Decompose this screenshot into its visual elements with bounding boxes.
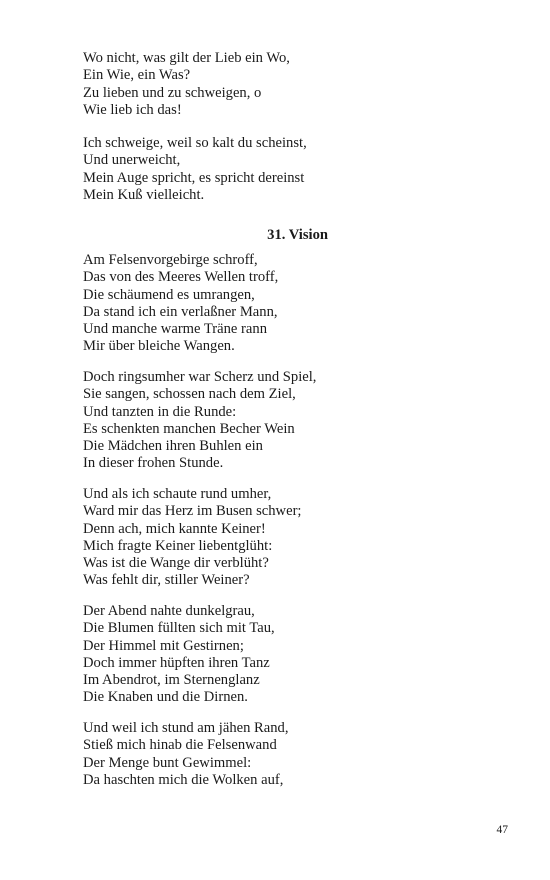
verse-line: Was fehlt dir, stiller Weiner? [83, 572, 250, 589]
verse-line: Doch ringsumher war Scherz und Spiel, [83, 369, 317, 385]
verse-line: Mein Auge spricht, es spricht dereinst [83, 169, 305, 186]
verse-line: Was ist die Wange dir verblüht? [83, 555, 269, 572]
stanza-4 [83, 603, 463, 707]
verse-line: Wo nicht, was gilt der Lieb ein Wo, [83, 50, 290, 66]
verse-line: Die Knaben und die Dirnen. [83, 689, 248, 706]
verse-line: Sie sangen, schossen nach dem Ziel, [83, 386, 296, 403]
verse-line: Und als ich schaute rund umher, [83, 486, 272, 502]
verse-line: Und weil ich stund am jähen Rand, [83, 720, 289, 736]
verse-line: Denn ach, mich kannte Keiner! [83, 520, 266, 537]
stanza-1 [83, 252, 463, 356]
verse-line: Und manche warme Träne rann [83, 321, 267, 338]
verse-line: Mir über bleiche Wangen. [83, 338, 235, 355]
stanza-2 [83, 369, 463, 473]
verse-line: In dieser frohen Stunde. [83, 455, 224, 472]
verse-line: Mich fragte Keiner liebentglüht: [83, 537, 273, 554]
verse-line: Ward mir das Herz im Busen schwer; [83, 503, 302, 520]
verse-line: Am Felsenvorgebirge schroff, [83, 252, 258, 268]
verse-line: Es schenkten manchen Becher Wein [83, 420, 295, 437]
stanza-prev-1 [83, 50, 463, 119]
verse-line: Die Mädchen ihren Buhlen ein [83, 438, 263, 455]
verse-line: Der Himmel mit Gestirnen; [83, 637, 244, 654]
verse-line: Stieß mich hinab die Felsenwand [83, 737, 277, 754]
stanza-prev-2 [83, 135, 463, 204]
stanza-5 [83, 720, 463, 789]
page-number: 47 [496, 824, 508, 836]
verse-line: Ein Wie, ein Was? [83, 67, 191, 84]
verse-line: Das von des Meeres Wellen troff, [83, 269, 279, 286]
verse-line: Ich schweige, weil so kalt du scheinst, [83, 135, 307, 151]
verse-line: Die schäumend es umrangen, [83, 286, 255, 303]
verse-line: Wie lieb ich das! [83, 101, 182, 118]
verse-line: Der Abend nahte dunkelgrau, [83, 603, 255, 619]
stanza-3 [83, 486, 463, 590]
verse-line: Doch immer hüpften ihren Tanz [83, 654, 270, 671]
verse-line: Zu lieben und zu schweigen, o [83, 84, 262, 101]
verse-line: Im Abendrot, im Sternenglanz [83, 672, 260, 689]
verse-line: Der Menge bunt Gewimmel: [83, 754, 252, 771]
verse-line: Die Blumen füllten sich mit Tau, [83, 620, 275, 637]
verse-line: Und tanzten in die Runde: [83, 403, 237, 420]
verse-line: Da stand ich ein verlaßner Mann, [83, 303, 278, 320]
verse-line: Mein Kuß vielleicht. [83, 186, 205, 203]
verse-line: Und unerweicht, [83, 152, 181, 169]
poem-title: 31. Vision [267, 227, 328, 243]
verse-line: Da haschten mich die Wolken auf, [83, 771, 284, 788]
